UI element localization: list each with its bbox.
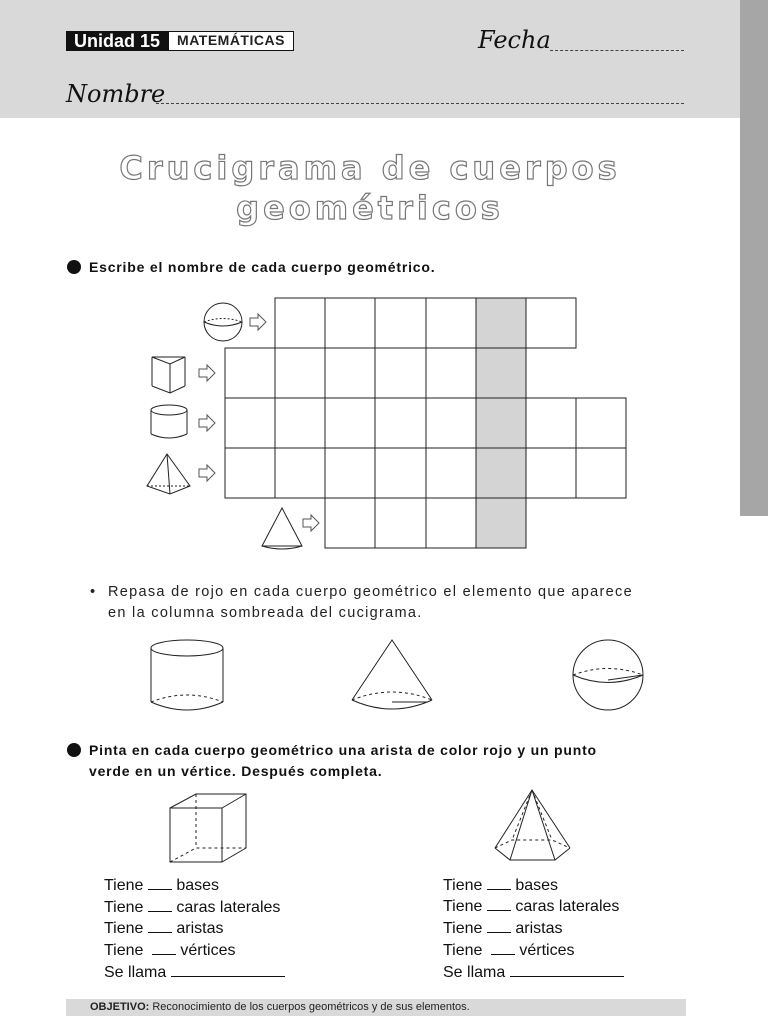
name-label: Nombre — [66, 80, 166, 108]
cylinder-icon — [151, 405, 187, 438]
pyramid-edges-line[interactable]: Tiene aristas — [443, 920, 563, 937]
sphere-large-icon[interactable] — [573, 640, 643, 710]
cube-icon[interactable] — [170, 794, 246, 862]
crossword-row-4[interactable] — [225, 448, 626, 498]
crossword-row-3[interactable] — [225, 398, 626, 448]
cube-vertices-line[interactable]: Tiene vértices — [104, 942, 236, 959]
instruction-2-line-1: Pinta en cada cuerpo geométrico una arista de color rojo y un punto — [89, 742, 597, 758]
pyramid-faces-line[interactable]: Tiene caras laterales — [443, 898, 620, 915]
cube-faces-line[interactable]: Tiene caras laterales — [104, 899, 281, 916]
cube-bases-line[interactable]: Tiene bases — [104, 877, 220, 894]
subject-label: MATEMÁTICAS — [168, 31, 294, 51]
pyramid-icon — [147, 454, 190, 494]
bullet-icon — [67, 743, 81, 757]
pyramid-vertices-line[interactable]: Tiene vértices — [443, 942, 575, 959]
pyramid-name-line[interactable]: Se llama — [443, 964, 624, 982]
pyramid-bases-line[interactable]: Tiene bases — [443, 877, 559, 894]
cube-name-line[interactable]: Se llama — [104, 964, 285, 982]
arrow-right-icon — [199, 365, 215, 381]
cylinder-large-icon[interactable] — [151, 640, 223, 710]
arrow-right-icon — [250, 314, 266, 330]
page-title-line1: Crucigrama de cuerpos — [119, 149, 621, 187]
cone-large-icon[interactable] — [352, 640, 432, 709]
instruction-2-line-2: verde en un vértice. Después completa. — [89, 763, 383, 779]
date-label: Fecha — [478, 26, 551, 54]
note-line-2: en la columna sombreada del cucigrama. — [108, 605, 423, 621]
objective-footer — [66, 999, 686, 1016]
arrow-right-icon — [199, 415, 215, 431]
objective-text: Reconocimiento de los cuerpos geométricos y de sus elementos. — [152, 1001, 470, 1013]
cone-icon — [262, 508, 302, 549]
sphere-icon — [204, 303, 242, 341]
arrow-right-icon — [303, 515, 319, 531]
note-bullet: • — [90, 584, 97, 600]
objective-label: OBJETIVO: — [90, 1001, 150, 1013]
shaded-column — [476, 298, 526, 548]
arrow-right-icon — [199, 465, 215, 481]
instruction-1: Escribe el nombre de cada cuerpo geométrico. — [89, 259, 436, 275]
unit-number: Unidad 15 — [66, 31, 168, 51]
page-title-line2: geométricos — [236, 189, 504, 227]
cube-edges-line[interactable]: Tiene aristas — [104, 920, 224, 937]
crossword-row-1[interactable] — [275, 298, 576, 348]
note-line-1: Repasa de rojo en cada cuerpo geométrico el elemento que aparece — [108, 584, 633, 600]
pentagonal-pyramid-icon[interactable] — [495, 790, 570, 860]
prism-icon — [152, 357, 185, 393]
